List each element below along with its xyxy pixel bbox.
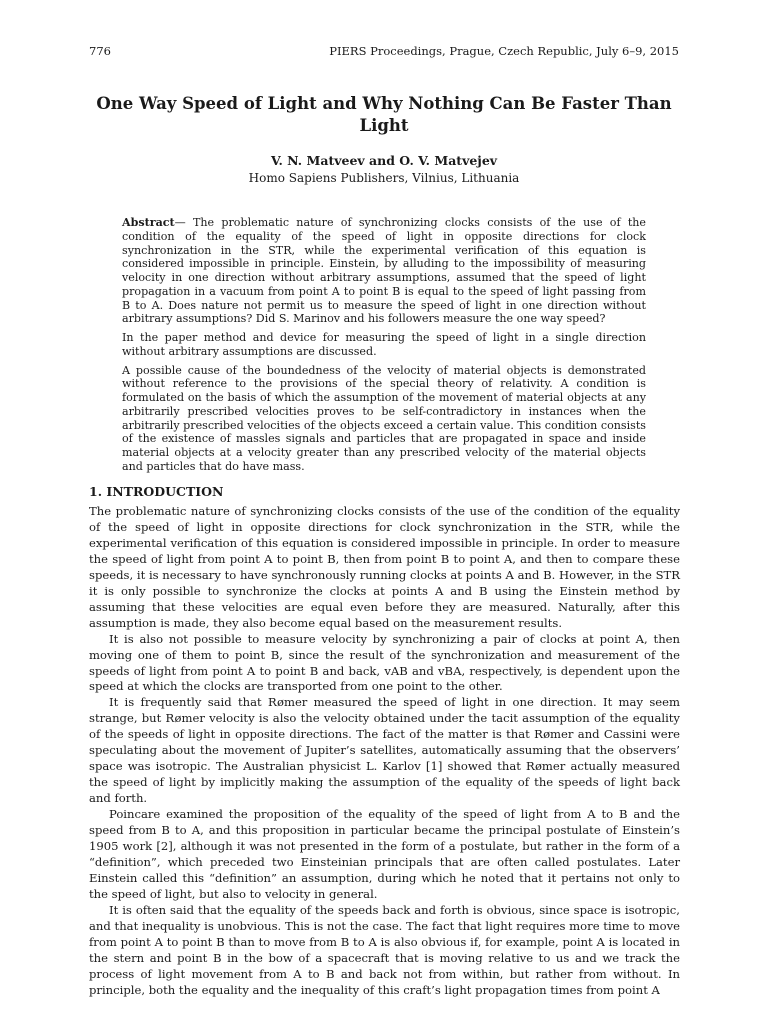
body-paragraph: It is frequently said that Rømer measured the speed of light in one direction. It may seem strange, but Rømer velocity is also the velocity obtained under the tacit assumption of the equality of the speeds of light in opposite directions. The fact of the matter is that Rømer and Cassini were speculating about the movement of Jupiter’s satellites, automatically assuming that the observers’ space was isotropic. The Australian physicist L. Karlov [1] showed that Rømer actually measured the speed of light by implicitly making the assumption of the equality of the speeds of light back and forth. bbox=[89, 695, 680, 806]
running-title: PIERS Proceedings, Prague, Czech Republic, July 6–9, 2015 bbox=[329, 44, 679, 58]
abstract-text-1: — The problematic nature of synchronizing clocks consists of the use of the condition of the equality of the speed of light in opposite directions for clock synchronization in the STR, while the experimental verification of this equation is considered impossible in principle. Einstein, by alluding to the impossibility of measuring velocity in one direction without arbitrary assumptions, assumed that the speed of light propagation in a vacuum from point A to point B is equal to the speed of light passing from B to A. Does nature not permit us to measure the speed of light in one direction without arbitrary assumptions? Did S. Marinov and his followers measure the one way speed? bbox=[122, 216, 646, 326]
section-heading: 1. INTRODUCTION bbox=[89, 484, 224, 499]
paper-title: One Way Speed of Light and Why Nothing Can Be Faster Than Light bbox=[96, 94, 672, 135]
abstract bbox=[122, 216, 646, 479]
body-paragraph: Poincare examined the proposition of the equality of the speed of light from A to B and the speed from B to A, and this proposition in particular became the principal postulate of Einstein’s 1905 work [2], although it was not presented in the form of a postulate, but rather in the form of a “definition”, which preceded two Einsteinian principals that are often called postulates. Later Einstein called this “definition” an assumption, during which he noted that it pertains not only to the speed of light, but also to velocity in general. bbox=[89, 807, 680, 901]
abstract-label: Abstract bbox=[122, 216, 175, 229]
authors: V. N. Matveev and O. V. Matvejev bbox=[270, 153, 498, 168]
affiliation: Homo Sapiens Publishers, Vilnius, Lithuania bbox=[248, 171, 520, 185]
page-number: 776 bbox=[89, 44, 111, 58]
abstract-paragraph-2: In the paper method and device for measuring the speed of light in a single direction without arbitrary assumptions are discussed. bbox=[122, 331, 646, 358]
section-body bbox=[89, 504, 680, 999]
abstract-paragraph-3: A possible cause of the boundedness of the velocity of material objects is demonstrated without reference to the provisions of the special theory of relativity. A condition is formulated on the basis of which the assumption of the movement of material objects at any arbitrarily prescribed velocities proves to be self-contradictory in instances when the arbitrarily prescribed velocities of the objects exceed a certain value. This condition consists of the existence of massles signals and particles that are propagated in space and inside material objects at a velocity greater than any prescribed velocity of the material objects and particles that do have mass. bbox=[122, 363, 646, 473]
abstract-paragraph-1 bbox=[122, 216, 646, 326]
running-header bbox=[89, 44, 679, 58]
body-paragraph: It is often said that the equality of the speeds back and forth is obvious, since space is isotropic, and that inequality is unobvious. This is not the case. The fact that light requires more time to move from point A to point B than to move from B to A is also obvious if, for example, point A is located in the stern and point B in the bow of a spacecraft that is moving relative to us and we track the process of light movement from A to B and back not from within, but rather from without. In principle, both the equality and the inequality of this craft’s light propagation times from point A bbox=[89, 902, 680, 997]
body-paragraph: It is also not possible to measure velocity by synchronizing a pair of clocks at point A, then moving one of them to point B, since the result of the synchronization and measurement of the speeds of light from point A to point B and back, vAB and vBA, respectively, is dependent upon the speed at which the clocks are transported from one point to the other. bbox=[89, 631, 680, 694]
body-paragraph: The problematic nature of synchronizing clocks consists of the use of the condition of the equality of the speed of light in opposite directions for clock synchronization in the STR, while the experimental verification of this equation is considered impossible in principle. In order to measure the speed of light from point A to point B, then from point B to point A, and then to compare these speeds, it is necessary to have synchronously running clocks at points A and B. However, in the STR it is only possible to synchronize the clocks at points A and B using the Einstein method by assuming that these velocities are equal even before they are measured. Naturally, after this assumption is made, they also become equal based on the measurement results. bbox=[89, 504, 680, 630]
